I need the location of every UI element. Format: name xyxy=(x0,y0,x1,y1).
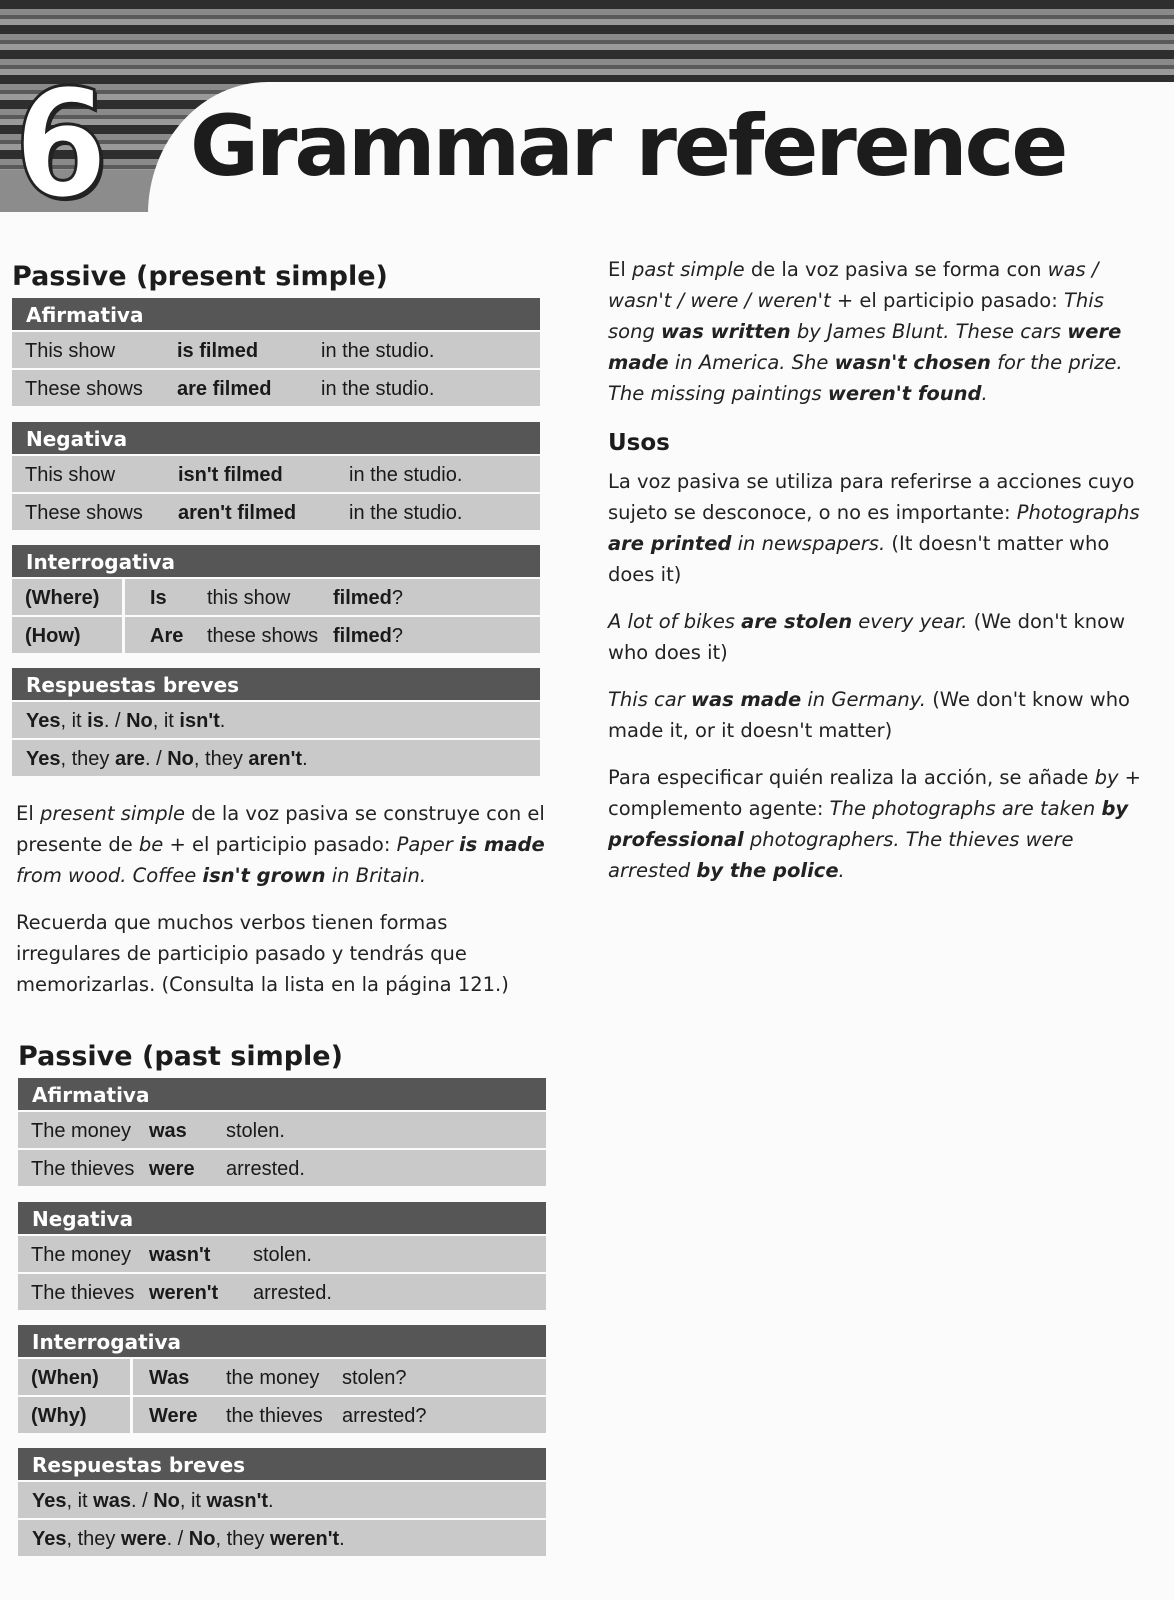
text-segment: this show xyxy=(207,587,291,609)
text-segment: are printed xyxy=(608,532,732,555)
table-row xyxy=(12,579,540,615)
table-cell xyxy=(226,1359,319,1397)
text-segment: , it xyxy=(152,710,180,732)
text-segment: filmed xyxy=(333,625,392,647)
chapter-number: 6 xyxy=(14,58,105,232)
text-segment: . / xyxy=(103,710,127,732)
text-segment: Was xyxy=(149,1367,190,1389)
text-segment: Yes xyxy=(26,710,61,732)
table-cell xyxy=(149,1236,210,1274)
text-segment: by xyxy=(1094,766,1119,789)
paragraph xyxy=(16,798,546,891)
text-segment: (We don't know who does it) xyxy=(608,610,1126,664)
text-segment: past simple xyxy=(631,258,745,281)
text-segment: were xyxy=(149,1158,195,1180)
text-segment: by James Blunt. These cars xyxy=(790,320,1068,343)
text-segment: (It doesn't matter who does it) xyxy=(608,532,1110,586)
table-cell xyxy=(149,1359,189,1397)
text-segment: stolen. xyxy=(226,1120,285,1142)
text-segment: The thieves xyxy=(31,1158,135,1180)
text-segment: for the prize. The missing paintings xyxy=(608,351,1123,405)
text-segment: was xyxy=(93,1490,131,1512)
table-cell xyxy=(178,456,283,494)
text-segment: filmed xyxy=(333,587,392,609)
text-segment: No xyxy=(153,1490,180,1512)
text-segment: wasn't xyxy=(149,1244,211,1266)
table-cell xyxy=(150,579,167,617)
text-segment: are xyxy=(114,748,145,770)
text-segment: (How) xyxy=(25,625,81,647)
text-segment: . xyxy=(339,1528,345,1550)
text-segment: from wood. Coffee xyxy=(16,864,203,887)
past-simple-explanation xyxy=(608,254,1148,425)
table-past-interrogativa xyxy=(18,1325,546,1433)
table-header: Interrogativa xyxy=(18,1325,546,1357)
table-row xyxy=(18,1359,546,1395)
usos-explanation xyxy=(608,466,1148,902)
text-segment: . / xyxy=(130,1490,154,1512)
table-row xyxy=(12,702,540,738)
table-cell xyxy=(25,579,99,617)
table-row xyxy=(18,1236,546,1272)
text-segment: These shows xyxy=(25,378,143,400)
text-segment: No xyxy=(188,1528,216,1550)
text-segment: arrested. xyxy=(226,1158,305,1180)
text-segment: was / wasn't / were / weren't xyxy=(608,258,1099,312)
table-cell xyxy=(342,1397,427,1435)
text-segment: Were xyxy=(149,1405,198,1427)
text-segment: Yes xyxy=(26,748,61,770)
text-segment: these shows xyxy=(207,625,319,647)
table-row xyxy=(12,332,540,368)
text-segment: de la voz pasiva se forma con xyxy=(744,258,1048,281)
text-segment: . xyxy=(302,748,308,770)
table-cell xyxy=(26,740,308,778)
text-segment: weren't found xyxy=(827,382,982,405)
text-segment: photographers. The thieves were arrested xyxy=(608,828,1074,882)
table-cell xyxy=(149,1397,198,1435)
text-segment: These shows xyxy=(25,502,143,524)
text-segment: The photographs are taken xyxy=(829,797,1102,820)
table-header: Afirmativa xyxy=(12,298,540,330)
table-past-afirmativa xyxy=(18,1078,546,1186)
table-cell xyxy=(342,1359,407,1397)
text-segment: isn't grown xyxy=(202,864,326,887)
table-cell xyxy=(31,1359,99,1397)
table-header: Negativa xyxy=(12,422,540,454)
table-cell xyxy=(31,1397,87,1435)
text-segment: in America. She xyxy=(668,351,835,374)
table-present-afirmativa xyxy=(12,298,540,406)
text-segment: was written xyxy=(661,320,791,343)
usos-heading: Usos xyxy=(608,430,670,456)
text-segment: , they xyxy=(66,1528,121,1550)
table-cell xyxy=(207,579,290,617)
table-header: Afirmativa xyxy=(18,1078,546,1110)
text-segment: be xyxy=(138,833,164,856)
text-segment: is filmed xyxy=(177,340,259,362)
text-segment: present simple xyxy=(39,802,186,825)
table-cell xyxy=(149,1274,218,1312)
table-cell xyxy=(333,579,403,617)
text-segment: No xyxy=(167,748,194,770)
table-cell xyxy=(31,1112,131,1150)
text-segment: is made xyxy=(458,833,545,856)
text-segment: is xyxy=(87,710,104,732)
text-segment: isn't xyxy=(179,710,220,732)
column-divider xyxy=(122,617,125,653)
text-segment: weren't xyxy=(149,1282,219,1304)
text-segment: A lot of bikes xyxy=(608,610,742,633)
table-cell xyxy=(26,702,225,740)
text-segment: de la voz pasiva se construye con el presente de xyxy=(16,802,545,856)
text-segment: + el participio pasado: xyxy=(163,833,397,856)
table-row xyxy=(18,1397,546,1433)
table-row xyxy=(18,1520,546,1556)
paragraph xyxy=(608,762,1148,886)
table-cell xyxy=(25,617,81,655)
paragraph xyxy=(16,907,546,1000)
table-header: Respuestas breves xyxy=(18,1448,546,1480)
table-row xyxy=(18,1112,546,1148)
text-segment: . xyxy=(981,382,988,405)
table-cell xyxy=(25,332,115,370)
text-segment: in the studio. xyxy=(321,340,435,362)
text-segment: Are xyxy=(150,625,184,647)
table-cell xyxy=(25,370,143,408)
text-segment: La voz pasiva se utiliza para referirse a acciones cuyo sujeto se desconoce, o no es importante: xyxy=(608,470,1135,524)
table-cell xyxy=(149,1112,187,1150)
text-segment: This show xyxy=(25,464,116,486)
text-segment: (Why) xyxy=(31,1405,87,1427)
text-segment: in the studio. xyxy=(349,464,463,486)
text-segment: . xyxy=(267,1490,274,1512)
table-cell xyxy=(253,1274,332,1312)
table-cell xyxy=(226,1112,285,1150)
table-past-respuestas xyxy=(18,1448,546,1556)
text-segment: The money xyxy=(31,1120,132,1142)
paragraph xyxy=(608,684,1148,746)
table-cell xyxy=(31,1274,134,1312)
table-row xyxy=(12,456,540,492)
section-heading-past: Passive (past simple) xyxy=(18,1041,343,1072)
table-cell xyxy=(321,370,434,408)
table-header: Respuestas breves xyxy=(12,668,540,700)
text-segment: stolen? xyxy=(342,1367,407,1389)
table-cell xyxy=(31,1236,131,1274)
text-segment: , it xyxy=(60,710,88,732)
table-header: Negativa xyxy=(18,1202,546,1234)
table-cell xyxy=(150,617,183,655)
table-cell xyxy=(25,456,115,494)
text-segment: in the studio. xyxy=(321,378,435,400)
section-heading-present: Passive (present simple) xyxy=(12,261,388,292)
text-segment: was made xyxy=(690,688,802,711)
table-past-negativa xyxy=(18,1202,546,1310)
table-row xyxy=(12,370,540,406)
text-segment: aren't filmed xyxy=(178,502,297,524)
text-segment: arrested? xyxy=(342,1405,427,1427)
text-segment: , it xyxy=(66,1490,94,1512)
table-cell xyxy=(32,1482,274,1520)
table-cell xyxy=(177,370,271,408)
text-segment: , they xyxy=(60,748,115,770)
text-segment: Paper xyxy=(396,833,459,856)
text-segment: wasn't xyxy=(206,1490,268,1512)
table-row xyxy=(18,1482,546,1518)
text-segment: Yes xyxy=(32,1528,67,1550)
text-segment: Para especificar quién realiza la acción, se añade xyxy=(608,766,1095,789)
text-segment: were made xyxy=(608,320,1122,374)
text-segment: Photographs xyxy=(1016,501,1140,524)
table-row xyxy=(18,1150,546,1186)
text-segment: are filmed xyxy=(177,378,272,400)
table-row xyxy=(12,494,540,530)
paragraph xyxy=(608,466,1148,590)
table-present-interrogativa xyxy=(12,545,540,653)
text-segment: the thieves xyxy=(226,1405,323,1427)
table-row xyxy=(18,1274,546,1310)
text-segment: . / xyxy=(166,1528,189,1550)
table-cell xyxy=(321,332,434,370)
text-segment: . xyxy=(838,859,845,882)
text-segment: every year. xyxy=(852,610,968,633)
table-cell xyxy=(253,1236,312,1274)
text-segment: No xyxy=(126,710,153,732)
text-segment: by the police xyxy=(696,859,839,882)
text-segment: This show xyxy=(25,340,116,362)
text-segment: El xyxy=(16,802,40,825)
table-cell xyxy=(177,332,258,370)
text-segment: the money xyxy=(226,1367,320,1389)
text-segment: Yes xyxy=(32,1490,67,1512)
text-segment: (Where) xyxy=(25,587,100,609)
table-cell xyxy=(226,1150,305,1188)
text-segment: (When) xyxy=(31,1367,99,1389)
text-segment: are stolen xyxy=(741,610,853,633)
text-segment: . / xyxy=(145,748,168,770)
table-cell xyxy=(207,617,318,655)
text-segment: isn't filmed xyxy=(178,464,283,486)
text-segment: (We don't know who made it, or it doesn't matter) xyxy=(608,688,1130,742)
text-segment: ? xyxy=(391,587,404,609)
text-segment: in the studio. xyxy=(349,502,463,524)
table-cell xyxy=(32,1520,345,1558)
paragraph xyxy=(608,606,1148,668)
text-segment: by professional xyxy=(608,797,1129,851)
text-segment: + complemento agente: xyxy=(608,766,1142,820)
column-divider xyxy=(130,1397,133,1433)
text-segment: , it xyxy=(179,1490,207,1512)
table-header: Interrogativa xyxy=(12,545,540,577)
table-cell xyxy=(349,494,462,532)
text-segment: ? xyxy=(391,625,404,647)
table-present-negativa xyxy=(12,422,540,530)
text-segment: , they xyxy=(193,748,249,770)
text-segment: This car xyxy=(608,688,691,711)
text-segment: in Germany. xyxy=(801,688,926,711)
text-segment: + el participio pasado: xyxy=(830,289,1064,312)
text-segment: in newspapers. xyxy=(731,532,886,555)
text-segment: stolen. xyxy=(253,1244,312,1266)
table-cell xyxy=(31,1150,134,1188)
text-segment: were xyxy=(120,1528,167,1550)
text-segment: weren't xyxy=(269,1528,340,1550)
paragraph xyxy=(608,254,1148,409)
text-segment: arrested. xyxy=(253,1282,332,1304)
table-present-respuestas xyxy=(12,668,540,776)
text-segment: aren't xyxy=(248,748,303,770)
text-segment: in Britain. xyxy=(325,864,427,887)
text-segment: The thieves xyxy=(31,1282,135,1304)
present-explanation xyxy=(16,798,546,1016)
table-row xyxy=(12,740,540,776)
table-cell xyxy=(25,494,143,532)
column-divider xyxy=(122,579,125,615)
table-cell xyxy=(333,617,403,655)
text-segment: Is xyxy=(150,587,167,609)
table-cell xyxy=(178,494,296,532)
table-cell xyxy=(226,1397,323,1435)
column-divider xyxy=(130,1359,133,1395)
text-segment: wasn't chosen xyxy=(834,351,991,374)
page-title: Grammar reference xyxy=(190,97,1066,195)
text-segment: El xyxy=(608,258,632,281)
text-segment: Recuerda que muchos verbos tienen formas irregulares de participio pasado y tendrás que memorizarlas. (Consulta la lista en la página 121.) xyxy=(16,911,509,996)
text-segment: . xyxy=(219,710,226,732)
table-cell xyxy=(149,1150,195,1188)
table-row xyxy=(12,617,540,653)
text-segment: The money xyxy=(31,1244,132,1266)
table-cell xyxy=(349,456,462,494)
text-segment: was xyxy=(149,1120,187,1142)
text-segment: This song xyxy=(608,289,1104,343)
text-segment: , they xyxy=(215,1528,270,1550)
